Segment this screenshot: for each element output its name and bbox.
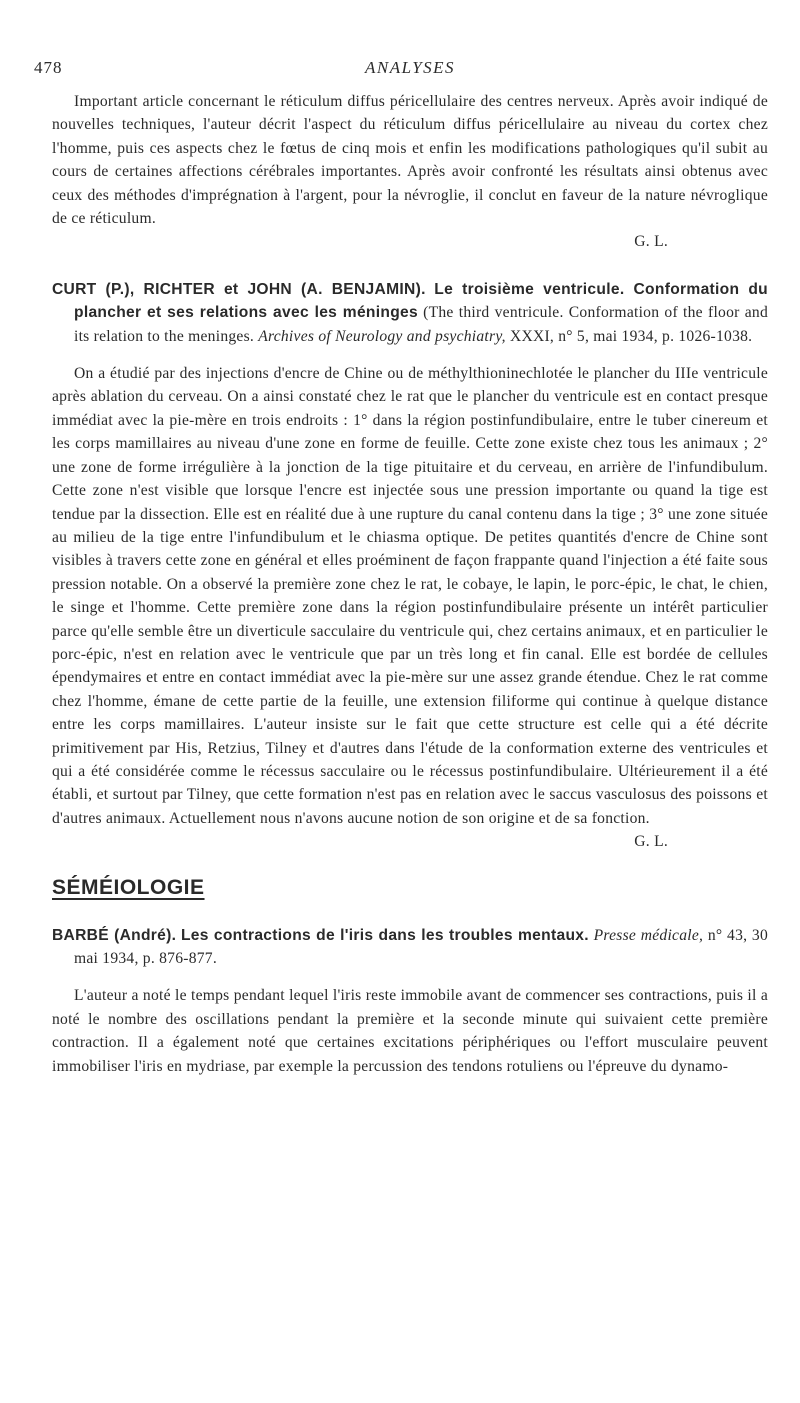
article1-translation: (The third ventricule. Conformation of the floor and its relation to the meninges.: [74, 304, 768, 345]
document-page: [34, 58, 769, 1078]
article1-citation: XXXI, n° 5, mai 1934, p. 1026-1038.: [509, 327, 753, 345]
page-number: 478: [34, 58, 63, 77]
article2-citation: n° 43, 30 mai 1934, p. 876-877.: [74, 926, 769, 967]
article2-body: [52, 984, 768, 1078]
running-head: [34, 58, 768, 84]
article2-authors: BARBÉ (André).: [52, 926, 177, 944]
article2-title: Les contractions de l'iris dans les troubles mentaux.: [180, 926, 589, 944]
article2-text: L'auteur a noté le temps pendant lequel l'iris reste immobile avant de commencer ses contractions, puis il a noté le nombre des oscillations pendant la première et la seconde minute qui suivaient cette première contraction. Il a également noté que certaines excitations périphériques ou l'effort musculaire peuvent immobiliser l'iris en mydriase, par exemple la percussion des tendons rotuliens ou l'épreuve du dynamo-: [52, 987, 768, 1075]
article1-body: [52, 362, 768, 854]
running-title: ANALYSES: [364, 58, 456, 77]
intro-paragraph: [52, 90, 768, 254]
article1-heading: [52, 278, 768, 348]
article1-title: Le troisième ventricule. Conformation du plancher et ses relations avec les méninges: [74, 280, 768, 322]
section-heading: SÉMÉIOLOGIE: [52, 875, 205, 899]
intro-signature: G. L.: [634, 233, 668, 251]
article1-text: On a étudié par des injections d'encre de Chine ou de méthylthioninechlotée le plancher du IIIe ventricule après ablation du cerveau. On a ainsi constaté chez le rat que le plancher du ventricule est en contact presque immédiat avec la pie-mère en trois endroits : 1° dans la région postinfundibulaire, entre le tuber cinereum et les corps mamillaires au niveau d'une zone en forme de feuille. Cette zone existe chez tous les animaux ; 2° une zone de forme irrégulière à la jonction de la tige pituitaire et du cerveau, en arrière de l'infundibulum. Cette zone n'est visible que lorsque l'encre est injectée sous une pression importante ou quand la tige est tendue par la dissection. Elle est en réalité due à une rupture du canal contenu dans la tige ; 3° une zone située au milieu de la tige entre l'infundibulum et le chiasma optique. De petites quantités d'encre de Chine sont visibles à travers cette zone en général et elles proéminent de façon frappante quand l'injection a été faite sous pression notable. On a observé la première zone chez le rat, le cobaye, le lapin, le porc-épic, le chat, le chien, le singe et l'homme. Cette première zone dans la région postinfundibulaire présente un intérêt particulier parce qu'elle semble être un diverticule sacculaire du ventricule qui, chez certains animaux, et en particulier le porc-épic, n'est en relation avec le ventricule que par un très long et fin canal. Elle est bordée de cellules épendymaires et entre en contact immédiat avec la pie-mère sur une assez grande étendue. Chez le rat comme chez l'homme, émane de cette partie de la feuille, une extension filiforme qui continue à quelque distance entre les corps mamillaires. L'auteur insiste sur le fait que cette structure est celle qui a été décrite primitivement par His, Retzius, Tilney et d'autres dans l'étude de la conformation externe des ventricules et qui a été considérée comme le récessus sacculaire ou le récessus postinfundibulaire. Ultérieurement il a été établi, et surtout par Tilney, que cette formation n'est pas en relation avec le saccus vasculosus des poissons et d'autres animaux. Actuellement nous n'avons aucune notion de son origine et de sa fonction.: [52, 365, 768, 827]
article2-journal: Presse médicale,: [593, 926, 704, 944]
article1-journal: Archives of Neurology and psychiatry,: [258, 327, 506, 345]
intro-text: Important article concernant le réticulum diffus péricellulaire des centres nerveux. Après avoir indiqué de nouvelles techniques, l'auteur décrit l'aspect du réticulum diffus péricellulaire au niveau du cortex chez l'homme, puis ces aspects chez le fœtus de cinq mois et enfin les modifications pathologiques qu'il subit au cours de certaines affections cérébrales importantes. Après avoir confronté les résultats ainsi obtenus avec ceux des méthodes d'imprégnation à l'argent, pour la névroglie, il conclut en faveur de la nature névroglique de ce réticulum.: [52, 93, 768, 228]
article1-authors: CURT (P.), RICHTER et JOHN (A. BENJAMIN).: [52, 280, 426, 298]
article2-heading: [52, 924, 768, 971]
article1-signature: G. L.: [634, 833, 668, 851]
